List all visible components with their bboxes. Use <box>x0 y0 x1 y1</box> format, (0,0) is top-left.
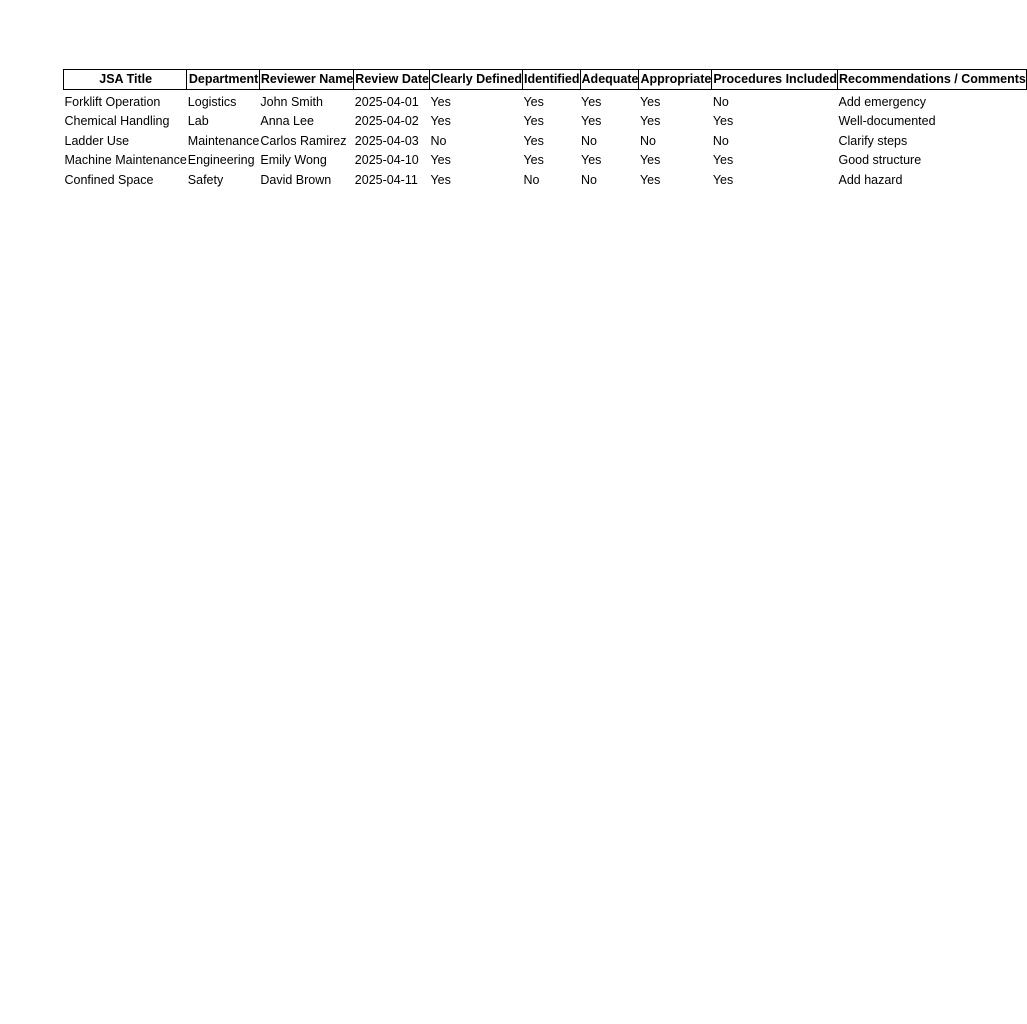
table-cell[interactable]: Confined Space <box>64 172 154 187</box>
table-cell[interactable]: Forklift Operation <box>64 94 161 109</box>
table-cell[interactable]: Yes <box>523 114 544 128</box>
table-cell[interactable]: Yes <box>581 94 602 109</box>
table-cell[interactable]: Clarify steps <box>838 133 908 148</box>
table-cell[interactable]: John Smith <box>260 94 323 109</box>
table-cell[interactable]: Yes <box>523 94 544 109</box>
table-cell[interactable]: Emily Wong <box>260 153 327 167</box>
header-cell[interactable]: Review Date <box>354 70 430 90</box>
table-cell[interactable]: Yes <box>430 94 451 109</box>
table-row <box>64 112 1027 132</box>
table-cell[interactable]: Anna Lee <box>260 114 314 128</box>
table-row <box>64 170 1027 190</box>
header-cell[interactable]: JSA Title <box>64 70 187 90</box>
table-cell[interactable]: 2025-04-02 <box>354 114 419 128</box>
table-cell[interactable]: No <box>523 172 540 187</box>
table-cell[interactable]: Yes <box>639 172 661 187</box>
table-cell[interactable]: No <box>581 172 598 187</box>
table-cell[interactable]: No <box>581 133 598 148</box>
table-cell[interactable]: 2025-04-01 <box>354 94 419 109</box>
table-cell[interactable]: No <box>712 133 729 148</box>
table-cell[interactable]: Yes <box>639 153 661 167</box>
table-cell[interactable]: David Brown <box>260 172 332 187</box>
table-cell[interactable]: Logistics <box>187 94 237 109</box>
table-cell[interactable]: No <box>639 133 656 148</box>
table-cell[interactable]: Engineering <box>187 153 255 167</box>
table-row <box>64 151 1027 171</box>
table-cell[interactable]: Lab <box>187 114 209 128</box>
table-cell[interactable]: Add emergency <box>838 94 927 109</box>
table-cell[interactable]: Yes <box>523 153 544 167</box>
table-row <box>64 131 1027 151</box>
table-cell[interactable]: Yes <box>581 114 602 128</box>
table-row <box>64 90 1027 112</box>
table-cell[interactable]: Chemical Handling <box>64 114 170 128</box>
header-cell[interactable]: Identified <box>522 70 580 90</box>
table-cell[interactable]: Yes <box>712 172 734 187</box>
table-cell[interactable]: Maintenance <box>187 133 260 148</box>
table-cell[interactable]: Machine Maintenance <box>64 153 187 167</box>
table-cell[interactable]: No <box>430 133 447 148</box>
table-cell[interactable]: Yes <box>581 153 602 167</box>
table-cell[interactable]: Yes <box>523 133 544 148</box>
table-cell[interactable]: Carlos Ramirez <box>260 133 347 148</box>
header-cell[interactable]: Department <box>187 70 260 90</box>
header-cell[interactable]: Recommendations / Comments <box>837 70 1026 90</box>
table-cell[interactable]: Yes <box>430 172 451 187</box>
table-cell[interactable]: Well-documented <box>838 114 936 128</box>
header-cell[interactable]: Adequate <box>580 70 639 90</box>
spreadsheet <box>63 69 1027 190</box>
table-cell[interactable]: Yes <box>712 153 734 167</box>
header-cell[interactable]: Reviewer Name <box>259 70 353 90</box>
table-cell[interactable]: Add hazard <box>838 172 903 187</box>
table-cell[interactable]: 2025-04-11 <box>354 172 418 187</box>
table-cell[interactable]: Yes <box>430 153 451 167</box>
table-cell[interactable]: Yes <box>639 114 661 128</box>
header-cell[interactable]: Clearly Defined <box>429 70 522 90</box>
table-cell[interactable]: 2025-04-03 <box>354 133 419 148</box>
jsa-review-table <box>63 69 1027 190</box>
table-cell[interactable]: Good structure <box>838 153 922 167</box>
header-cell[interactable]: Appropriate <box>639 70 712 90</box>
table-cell[interactable]: Yes <box>639 94 661 109</box>
table-cell[interactable]: Ladder Use <box>64 133 130 148</box>
table-cell[interactable]: 2025-04-10 <box>354 153 419 167</box>
table-cell[interactable]: Safety <box>187 172 224 187</box>
header-cell[interactable]: Procedures Included <box>712 70 838 90</box>
table-cell[interactable]: Yes <box>712 114 734 128</box>
table-cell[interactable]: No <box>712 94 729 109</box>
header-row <box>64 70 1027 90</box>
table-cell[interactable]: Yes <box>430 114 451 128</box>
